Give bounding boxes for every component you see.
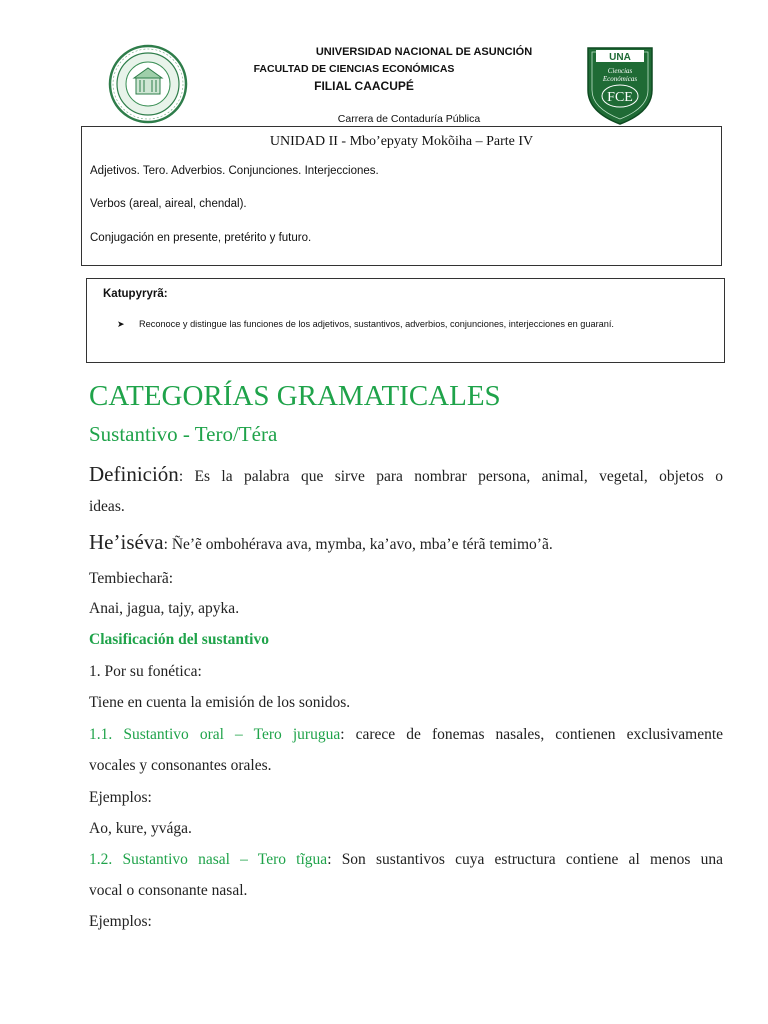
section-subtitle: Sustantivo - Tero/Téra: [89, 422, 278, 446]
unit-topic-line: Verbos (areal, aireal, chendal).: [90, 198, 247, 210]
tembiechara-label: Tembiecharã:: [89, 570, 174, 587]
unit-topic-line: Adjetivos. Tero. Adverbios. Conjunciones. Interjecciones.: [90, 165, 379, 177]
objective-text: Reconoce y distingue las funciones de los adjetivos, sustantivos, adverbios, conjunciones, interjecciones en guaraní.: [139, 319, 614, 329]
phonetic-heading: 1. Por su fonética:: [89, 663, 202, 680]
phonetic-text: Tiene en cuenta la emisión de los sonidos.: [89, 694, 351, 711]
definition-paragraph: [89, 462, 723, 487]
heiseva-paragraph: [89, 530, 553, 555]
unit-box: [81, 126, 722, 266]
nasal-heading: 1.2. Sustantivo nasal – Tero tĩgua: [89, 851, 328, 868]
examples-label: Ejemplos:: [89, 913, 152, 930]
shield-line3: Económicas: [602, 75, 638, 83]
arrow-bullet-icon: ➤: [117, 319, 125, 329]
shield-line1: UNA: [609, 52, 631, 63]
document-header: [0, 0, 768, 128]
nasal-paragraph: [89, 851, 723, 869]
university-name: UNIVERSIDAD NACIONAL DE ASUNCIÓN: [315, 46, 533, 58]
unit-topic-line: Conjugación en presente, pretérito y futuro.: [90, 232, 312, 244]
shield-line4: FCE: [607, 90, 633, 105]
classification-heading: Clasificación del sustantivo: [89, 631, 269, 648]
shield-line2: Ciencias: [607, 67, 633, 75]
nasal-text: : Son sustantivos cuya estructura contiene al menos una: [327, 851, 723, 868]
heiseva-term: He’iséva: [89, 530, 164, 554]
nasal-continuation: vocal o consonante nasal.: [89, 882, 248, 899]
faculty-name: FACULTAD DE CIENCIAS ECONÓMICAS: [253, 63, 455, 75]
definition-term: Definición: [89, 462, 179, 486]
filial-name: FILIAL CAACUPÉ: [314, 79, 414, 93]
examples-line: Anai, jagua, tajy, apyka.: [89, 600, 240, 617]
career-name: Carrera de Contaduría Pública: [337, 113, 481, 125]
oral-continuation: vocales y consonantes orales.: [89, 757, 272, 774]
heiseva-text: : Ñe’ẽ ombohérava ava, mymba, ka’avo, mba’e térã temimo’ã.: [163, 536, 553, 553]
page-title: CATEGORÍAS GRAMATICALES: [89, 380, 501, 412]
objectives-title: Katupyryrã:: [103, 288, 168, 300]
objective-item: [117, 319, 614, 330]
oral-examples: Ao, kure, yvága.: [89, 820, 192, 837]
examples-label: Ejemplos:: [89, 789, 152, 806]
oral-paragraph: [89, 726, 723, 744]
oral-heading: 1.1. Sustantivo oral – Tero jurugua: [89, 726, 341, 743]
definition-text: : Es la palabra que sirve para nombrar persona, animal, vegetal, objetos o: [178, 468, 723, 485]
definition-continuation: ideas.: [89, 498, 125, 515]
objectives-box: [86, 278, 725, 363]
fce-shield-logo: [585, 44, 655, 126]
oral-text: : carece de fonemas nasales, contienen exclusivamente: [340, 726, 724, 743]
unit-title: UNIDAD II - Mbo’epyaty Mokõiha – Parte IV: [269, 134, 534, 149]
